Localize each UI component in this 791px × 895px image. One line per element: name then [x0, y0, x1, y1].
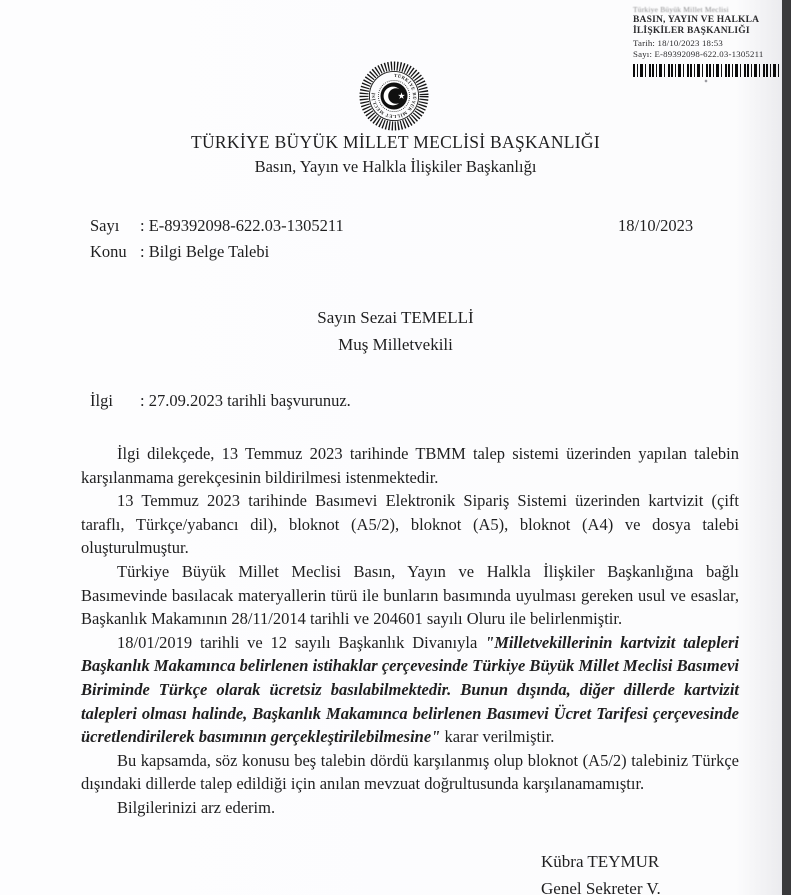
- letter-body: [81, 442, 739, 820]
- ilgi-label: İlgi: [90, 391, 113, 410]
- document-date: 18/10/2023: [618, 216, 694, 235]
- konu-value: : Bilgi Belge Talebi: [140, 242, 270, 261]
- barcode-icon: [633, 64, 779, 77]
- paragraph-3: Türkiye Büyük Millet Meclisi Basın, Yayın ve Halkla İlişkiler Başkanlığına bağlı Basımevinde basılacak materyallerin türü ile bunların basımında uyulması gereken usul ve esaslar, Başkanlık Makamının 28/11/2014 tarihli ve 204601 sayılı Oluru ile belirlenmiştir.: [81, 561, 739, 629]
- stamp-date: Tarih: 18/10/2023 18:53: [633, 37, 723, 48]
- paragraph-4-suffix: karar verilmiştir.: [440, 727, 555, 747]
- recipient-block: [0, 304, 791, 358]
- paragraph-5: Bu kapsamda, söz konusu beş talebin dördü karşılanmış olup bloknot (A5/2) talebiniz Türkçe dışındaki dillerde talep edildiği için anılan mevzuat doğrultusunda karşılanamamıştır.: [81, 750, 739, 794]
- signer-title: Genel Sekreter V.: [541, 879, 661, 895]
- seal-circular-text: TÜRKİYE BÜYÜK MİLLET MECLİSİ: [370, 72, 418, 120]
- paragraph-4-prefix: 18/01/2019 tarihli ve 12 sayılı Başkanlık Divanıyla: [117, 632, 486, 652]
- tbmm-seal-icon: [354, 56, 434, 136]
- stamp-org-line1: BASIN, YAYIN VE HALKLA: [633, 15, 760, 25]
- paragraph-4: [81, 631, 739, 749]
- ilgi-value: : 27.09.2023 tarihli başvurunuz.: [140, 391, 351, 410]
- ilgi-row: [90, 391, 351, 411]
- barcode-caption-mark: [633, 79, 779, 83]
- signature-block: [541, 848, 661, 895]
- konu-row: [90, 239, 344, 265]
- paragraph-1: İlgi dilekçede, 13 Temmuz 2023 tarihinde TBMM talep sistemi üzerinden yapılan talebin karşılanmama gerekçesinin bildirilmesi istenmektedir.: [81, 444, 739, 487]
- sayi-label: Sayı: [90, 216, 120, 235]
- paragraph-6: Bilgilerinizi arz ederim.: [117, 797, 276, 817]
- paragraph-4-quote: "Milletvekillerinin kartvizit talepleri Başkanlık Makamınca belirlenen istihaklar çerçevesinde Türkiye Büyük Millet Meclisi Basımevi Biriminde Türkçe olarak ücretsiz basılabilmektedir. Bunun dışında, diğer dillerde kartvizit talepleri olması halinde, Başkanlık Makamınca belirlenen Basımevi Ücret Tarifesi çerçevesinde ücretlendirilerek basımının gerçekleştirilebilmesine": [81, 632, 739, 747]
- recipient-name: Sayın Sezai TEMELLİ: [317, 308, 474, 327]
- letterhead-org-title: TÜRKİYE BÜYÜK MİLLET MECLİSİ BAŞKANLIĞI: [191, 132, 600, 152]
- sayi-row: [90, 213, 344, 239]
- konu-label: Konu: [90, 242, 127, 261]
- stamp-org-line2: İLİŞKİLER BAŞKANLIĞI: [633, 26, 750, 36]
- letterhead: [0, 130, 791, 179]
- reference-block: [90, 213, 344, 265]
- sayi-value: : E-89392098-622.03-1305211: [140, 216, 344, 235]
- paragraph-2: 13 Temmuz 2023 tarihinde Basımevi Elektronik Sipariş Sistemi üzerinden kartvizit (çift taraflı, Türkçe/yabancı dil), bloknot (A5/2), bloknot (A5), bloknot (A4) ve dosya talebi oluşturulmuştur.: [81, 491, 739, 558]
- letterhead-dept-title: Basın, Yayın ve Halkla İlişkiler Başkanlığı: [254, 157, 537, 176]
- signer-name: Kübra TEYMUR: [541, 852, 660, 871]
- stamp-org-faded: Türkiye Büyük Millet Meclisi: [633, 5, 729, 14]
- tbmm-seal-svg: [354, 56, 434, 136]
- registry-stamp: [633, 4, 783, 83]
- stamp-number: Sayı: E-89392098-622.03-1305211: [633, 49, 764, 59]
- recipient-title: Muş Milletvekili: [338, 335, 453, 354]
